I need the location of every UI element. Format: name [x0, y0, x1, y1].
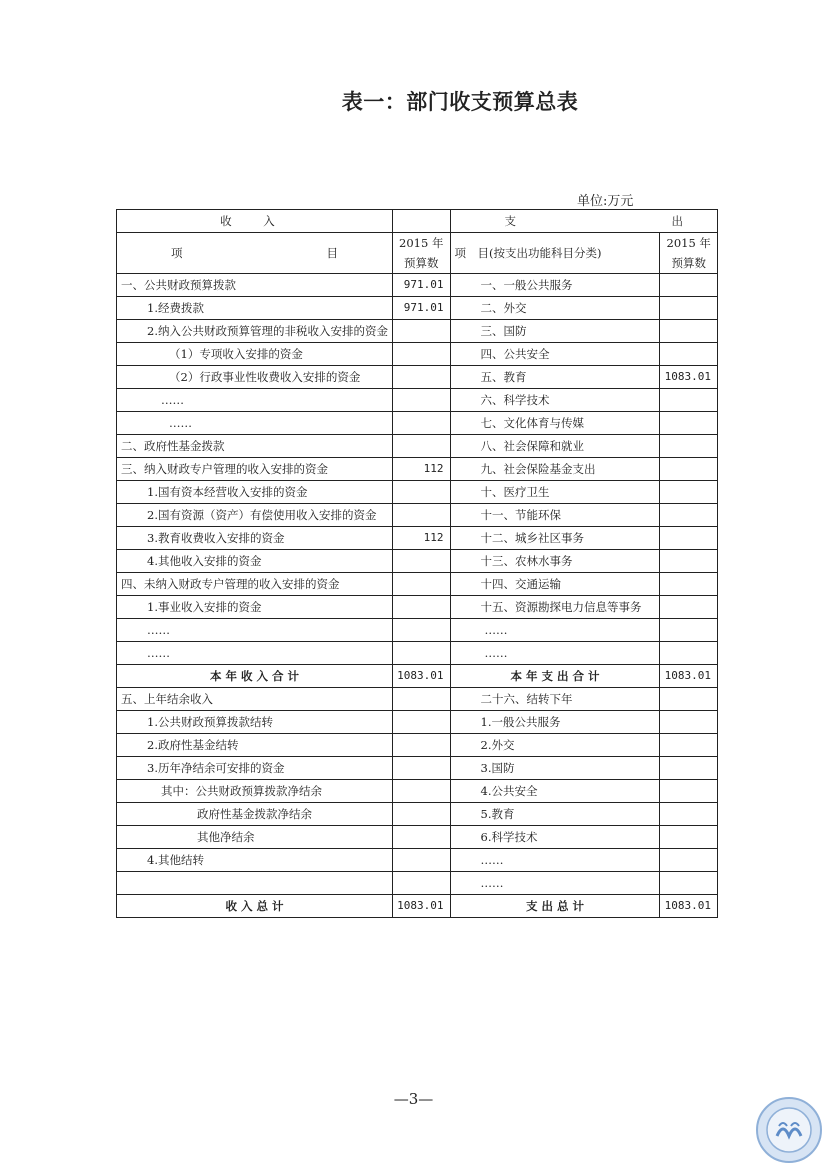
table-cell: 十五、资源勘探电力信息等事务 [450, 596, 660, 619]
table-cell: 1.国有资本经营收入安排的资金 [117, 481, 393, 504]
table-cell [392, 826, 450, 849]
table-cell: 二十六、结转下年 [450, 688, 660, 711]
table-cell: 6.科学技术 [450, 826, 660, 849]
unit-label: 单位:万元 [577, 194, 634, 209]
table-cell: 2.政府性基金结转 [117, 734, 393, 757]
table-cell [660, 297, 718, 320]
table-cell [660, 412, 718, 435]
table-row [117, 688, 718, 711]
table-cell: 六、科学技术 [450, 389, 660, 412]
table-cell: 1083.01 [660, 366, 718, 389]
table-row [117, 297, 718, 320]
table-cell: 4.其他结转 [117, 849, 393, 872]
table-cell [392, 320, 450, 343]
subheader-row [117, 233, 718, 274]
university-seal-icon [755, 1096, 823, 1164]
income-header: 收 入 [117, 210, 393, 233]
table-row [117, 481, 718, 504]
table-cell [660, 435, 718, 458]
table-cell: 一、公共财政预算拨款 [117, 274, 393, 297]
expense-total-label: 支 出 总 计 [450, 895, 660, 918]
table-cell: （1）专项收入安排的资金 [117, 343, 393, 366]
table-cell: 四、公共安全 [450, 343, 660, 366]
table-cell [392, 757, 450, 780]
table-cell: 5.教育 [450, 803, 660, 826]
table-row [117, 849, 718, 872]
table-cell [660, 343, 718, 366]
table-cell [660, 803, 718, 826]
subtotal-row [117, 665, 718, 688]
table-row [117, 343, 718, 366]
table-cell: 一、一般公共服务 [450, 274, 660, 297]
table-cell: 二、外交 [450, 297, 660, 320]
table-cell [392, 504, 450, 527]
table-cell [392, 803, 450, 826]
table-row [117, 780, 718, 803]
table-cell: …… [450, 642, 660, 665]
table-row [117, 389, 718, 412]
table-cell [392, 872, 450, 895]
table-cell [660, 458, 718, 481]
table-cell: 1.经费拨款 [117, 297, 393, 320]
table-row [117, 573, 718, 596]
table-cell [392, 412, 450, 435]
header-row [117, 210, 718, 233]
table-cell [660, 642, 718, 665]
table-cell: 其中：公共财政预算拨款净结余 [117, 780, 393, 803]
table-row [117, 596, 718, 619]
table-row [117, 619, 718, 642]
expense-item-header: 项 目(按支出功能科目分类) [450, 233, 660, 274]
table-cell: 1.一般公共服务 [450, 711, 660, 734]
table-row [117, 504, 718, 527]
table-cell: 3.历年净结余可安排的资金 [117, 757, 393, 780]
budget-table [116, 209, 718, 918]
table-cell [660, 734, 718, 757]
income-item-header: 项 目 [117, 233, 393, 274]
table-cell [660, 527, 718, 550]
table-cell: 九、社会保险基金支出 [450, 458, 660, 481]
table-row [117, 826, 718, 849]
table-row [117, 757, 718, 780]
table-cell: …… [117, 619, 393, 642]
expense-subtotal-value: 1083.01 [660, 665, 718, 688]
table-cell: 十四、交通运输 [450, 573, 660, 596]
table-row [117, 527, 718, 550]
table-row [117, 458, 718, 481]
expense-year-header: 2015 年预算数 [660, 233, 718, 274]
table-cell [392, 435, 450, 458]
table-cell: 三、国防 [450, 320, 660, 343]
table-cell: …… [117, 389, 393, 412]
table-cell: 三、纳入财政专户管理的收入安排的资金 [117, 458, 393, 481]
table-cell: …… [450, 619, 660, 642]
table-cell [660, 780, 718, 803]
page-number: —3— [393, 1090, 434, 1108]
table-cell [660, 826, 718, 849]
income-total-value: 1083.01 [392, 895, 450, 918]
table-cell [660, 849, 718, 872]
table-cell [117, 872, 393, 895]
table-row [117, 872, 718, 895]
table-cell [392, 780, 450, 803]
table-cell: 其他净结余 [117, 826, 393, 849]
table-cell: 112 [392, 458, 450, 481]
table-cell [392, 481, 450, 504]
table-cell [392, 573, 450, 596]
table-cell [392, 366, 450, 389]
table-cell [660, 757, 718, 780]
expense-subtotal-label: 本 年 支 出 合 计 [450, 665, 660, 688]
table-cell [660, 320, 718, 343]
table-row [117, 435, 718, 458]
table-cell [660, 596, 718, 619]
table-cell: 五、教育 [450, 366, 660, 389]
table-cell [392, 619, 450, 642]
table-cell: …… [450, 872, 660, 895]
table-cell [392, 596, 450, 619]
table-cell [660, 688, 718, 711]
table-cell: 四、未纳入财政专户管理的收入安排的资金 [117, 573, 393, 596]
table-cell [660, 872, 718, 895]
table-cell: 十、医疗卫生 [450, 481, 660, 504]
table-row [117, 734, 718, 757]
table-cell [660, 389, 718, 412]
expense-total-value: 1083.01 [660, 895, 718, 918]
table-cell [660, 573, 718, 596]
table-row [117, 803, 718, 826]
table-cell: 七、文化体育与传媒 [450, 412, 660, 435]
income-subtotal-label: 本 年 收 入 合 计 [117, 665, 393, 688]
table-cell [660, 274, 718, 297]
table-cell: 2.国有资源（资产）有偿使用收入安排的资金 [117, 504, 393, 527]
table-row [117, 274, 718, 297]
table-cell: 4.其他收入安排的资金 [117, 550, 393, 573]
table-cell: …… [117, 642, 393, 665]
table-cell [660, 550, 718, 573]
income-total-label: 收 入 总 计 [117, 895, 393, 918]
page-title: 表一：部门收支预算总表 [341, 90, 579, 114]
table-row [117, 366, 718, 389]
table-cell [392, 711, 450, 734]
table-cell: …… [450, 849, 660, 872]
table-cell: …… [117, 412, 393, 435]
table-cell [392, 210, 450, 233]
table-cell [392, 849, 450, 872]
table-cell: 政府性基金拨款净结余 [117, 803, 393, 826]
table-cell [392, 389, 450, 412]
table-cell: 二、政府性基金拨款 [117, 435, 393, 458]
table-row [117, 320, 718, 343]
table-row [117, 642, 718, 665]
table-cell [660, 711, 718, 734]
table-cell: 971.01 [392, 274, 450, 297]
table-cell [660, 619, 718, 642]
table-cell: 4.公共安全 [450, 780, 660, 803]
table-cell: 1.公共财政预算拨款结转 [117, 711, 393, 734]
table-cell: （2）行政事业性收费收入安排的资金 [117, 366, 393, 389]
table-cell: 八、社会保障和就业 [450, 435, 660, 458]
table-cell: 1.事业收入安排的资金 [117, 596, 393, 619]
table-cell [392, 343, 450, 366]
income-year-header: 2015 年预算数 [392, 233, 450, 274]
table-cell [392, 642, 450, 665]
table-cell [392, 734, 450, 757]
total-row [117, 895, 718, 918]
table-cell: 971.01 [392, 297, 450, 320]
table-cell: 112 [392, 527, 450, 550]
table-cell: 2.纳入公共财政预算管理的非税收入安排的资金 [117, 320, 393, 343]
table-cell: 3.国防 [450, 757, 660, 780]
table-cell: 十三、农林水事务 [450, 550, 660, 573]
table-cell: 十二、城乡社区事务 [450, 527, 660, 550]
table-cell [660, 504, 718, 527]
income-subtotal-value: 1083.01 [392, 665, 450, 688]
table-cell: 3.教育收费收入安排的资金 [117, 527, 393, 550]
table-cell [392, 688, 450, 711]
table-row [117, 550, 718, 573]
table-cell: 十一、节能环保 [450, 504, 660, 527]
table-cell [660, 481, 718, 504]
table-row [117, 711, 718, 734]
table-cell: 2.外交 [450, 734, 660, 757]
expense-header: 支 出 [450, 210, 717, 233]
table-cell: 五、上年结余收入 [117, 688, 393, 711]
table-row [117, 412, 718, 435]
table-cell [392, 550, 450, 573]
